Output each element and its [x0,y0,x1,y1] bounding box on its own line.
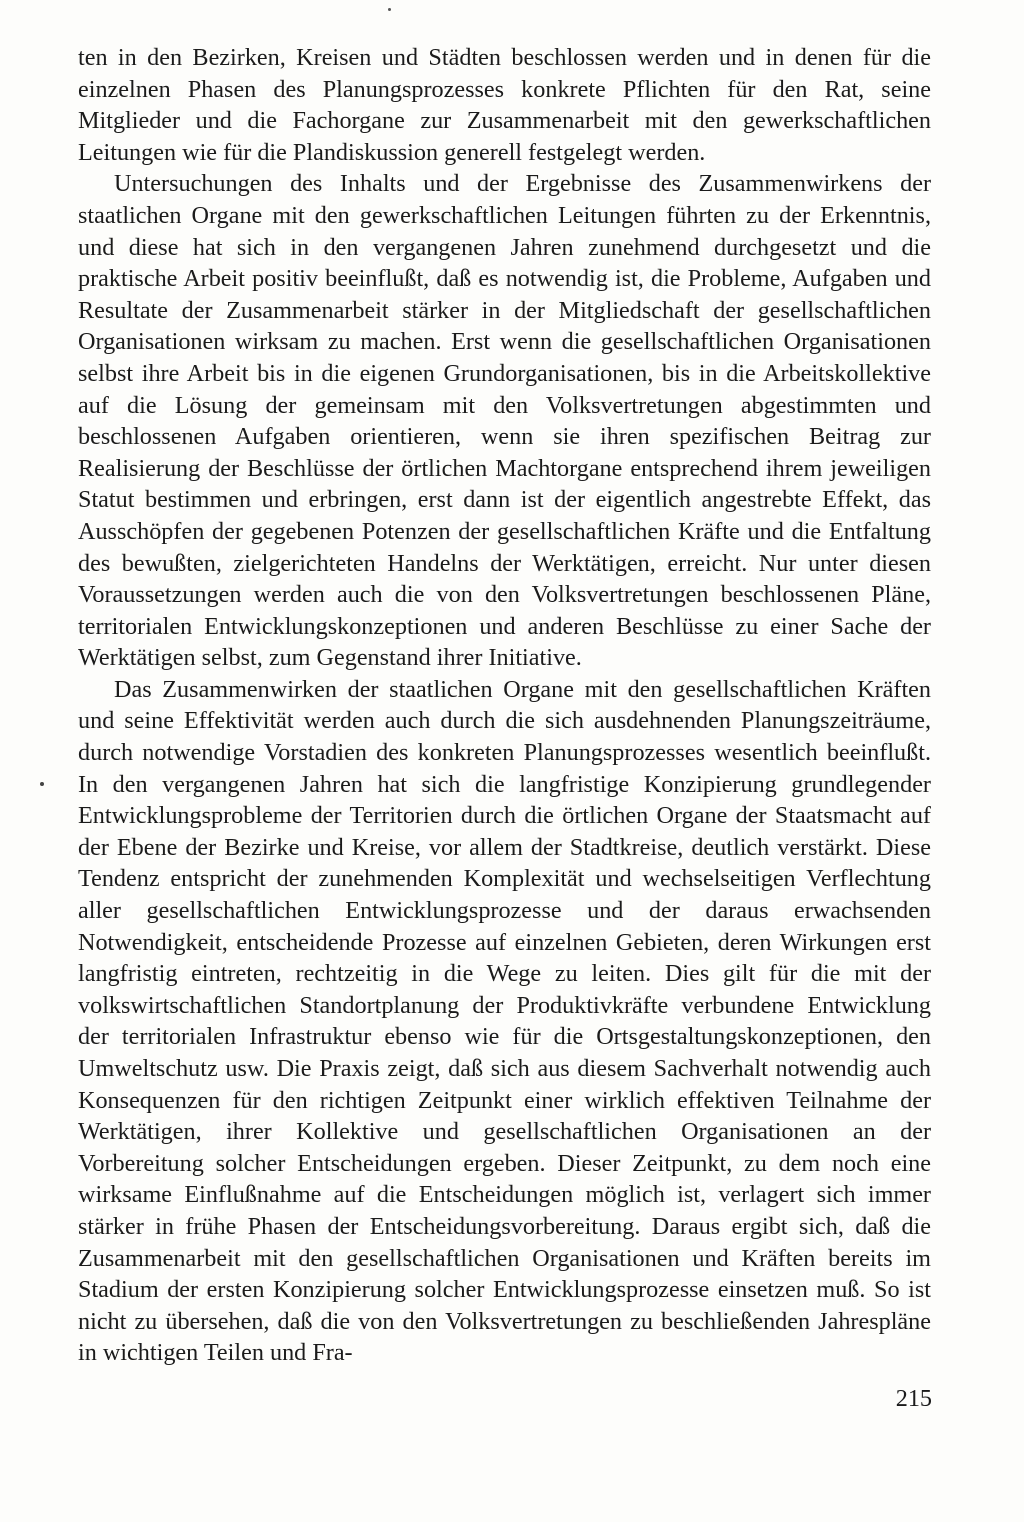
body-text [78,42,931,1369]
scan-speck [388,8,391,11]
page-number: 215 [895,1385,932,1412]
paragraph: Das Zusammenwirken der staatlichen Organe mit den gesellschaftlichen Kräften und seine Effektivität werden auch durch die sich ausdehnenden Planungszeiträume, durch notwendige Vorstadien des konkreten Planungsprozesses wesentlich beeinflußt. In den vergangenen Jahren hat sich die langfristige Konzipierung grundlegender Entwicklungsprobleme der Territorien durch die örtlichen Organe der Staatsmacht auf der Ebene der Bezirke und Kreise, vor allem der Stadtkreise, deutlich verstärkt. Diese Tendenz entspricht der zunehmenden Komplexität und wechselseitigen Verflechtung aller gesellschaftlichen Entwicklungsprozesse und der daraus erwachsenden Notwendigkeit, entscheidende Prozesse auf einzelnen Gebieten, deren Wirkungen erst langfristig eintreten, rechtzeitig in die Wege zu leiten. Dies gilt für die mit der volkswirtschaftlichen Standortplanung der Produktivkräfte verbundene Entwicklung der territorialen Infrastruktur ebenso wie für die Ortsgestaltungskonzeptionen, den Umweltschutz usw. Die Praxis zeigt, daß sich aus diesem Sachverhalt notwendig auch Konsequenzen für den richtigen Zeitpunkt einer wirklich effektiven Teilnahme der Werktätigen, ihrer Kollektive und gesellschaftlichen Organisationen an der Vorbereitung solcher Entscheidungen ergeben. Dieser Zeitpunkt, zu dem noch eine wirksame Einflußnahme auf die Entscheidungen möglich ist, verlagert sich immer stärker in frühe Phasen der Entscheidungsvorbereitung. Daraus ergibt sich, daß die Zusammenarbeit mit den gesellschaftlichen Organisationen und Kräften bereits im Stadium der ersten Konzipierung solcher Entwicklungsprozesse einsetzen muß. So ist nicht zu übersehen, daß die von den Volksvertretungen zu beschließenden Jahrespläne in wichtigen Teilen und Fra- [78,675,931,1367]
paragraph-continued: ten in den Bezirken, Kreisen und Städten beschlossen werden und in denen für die einzelnen Phasen des Planungsprozesses konkrete Pflichten für den Rat, seine Mitglieder und die Fachorgane zur Zusammenarbeit mit den gewerkschaftlichen Leitungen wie für die Plandiskussion generell festgelegt werden. [78,44,931,166]
scan-speck [40,782,44,786]
paragraph: Untersuchungen des Inhalts und der Ergebnisse des Zusammenwirkens der staatlichen Organe mit den gewerkschaftlichen Leitungen führten zu der Erkenntnis, und diese hat sich in den vergangenen Jahren zunehmend durchgesetzt und die praktische Arbeit positiv beeinflußt, daß es notwendig ist, die Probleme, Aufgaben und Resultate der Zusammenarbeit stärker in der Mitgliedschaft der gesellschaftlichen Organisationen wirksam zu machen. Erst wenn die gesellschaftlichen Organisationen selbst ihre Arbeit bis in die eigenen Grundorganisationen, bis in die Arbeitskollektive auf die Lösung der gemeinsam mit den Volksvertretungen abgestimmten und beschlossenen Aufgaben orientieren, wenn sie ihren spezifischen Beitrag zur Realisierung der Beschlüsse der örtlichen Machtorgane entsprechend ihrem jeweiligen Statut bestimmen und erbringen, erst dann ist der eigentlich angestrebte Effekt, das Ausschöpfen der gegebenen Potenzen der gesellschaftlichen Kräfte und die Entfaltung des bewußten, zielgerichteten Handelns der Werktätigen, erreicht. Nur unter diesen Voraussetzungen werden auch die von den Volksvertretungen beschlossenen Pläne, territorialen Entwicklungskonzeptionen und anderen Beschlüsse zu einer Sache der Werktätigen selbst, zum Gegenstand ihrer Initiative. [78,170,931,672]
